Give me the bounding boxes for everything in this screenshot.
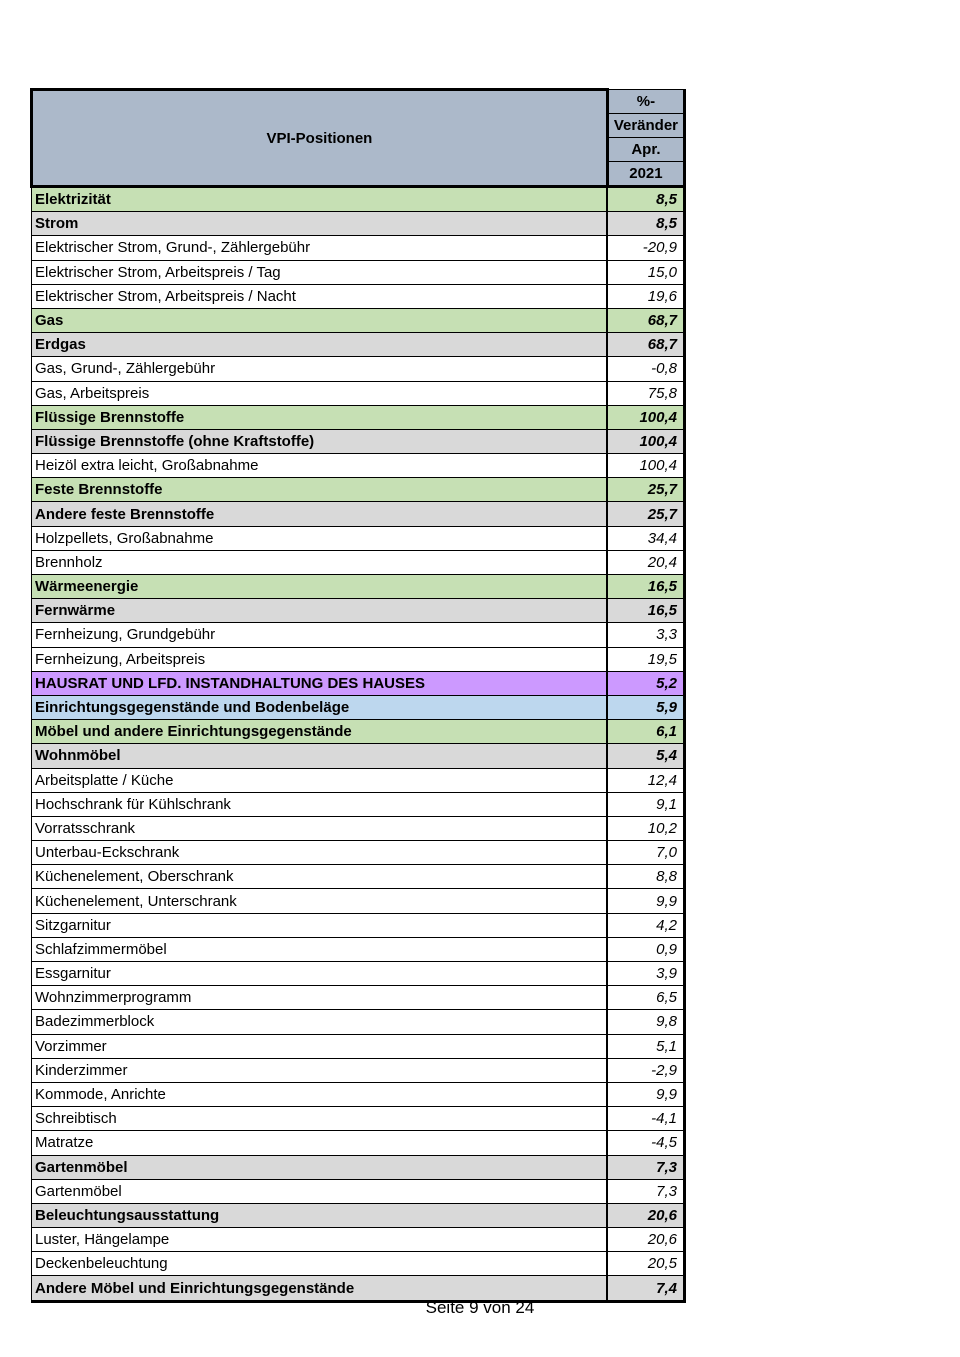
table-row	[32, 308, 685, 332]
row-value: -2,9	[607, 1058, 684, 1082]
header-col-year: 2021	[607, 162, 684, 187]
table-row	[32, 792, 685, 816]
row-label: Gas, Arbeitspreis	[32, 381, 608, 405]
row-value: 4,2	[607, 913, 684, 937]
row-value: 10,2	[607, 816, 684, 840]
row-label: Feste Brennstoffe	[32, 478, 608, 502]
row-label: Beleuchtungsausstattung	[32, 1203, 608, 1227]
row-label: Fernheizung, Arbeitspreis	[32, 647, 608, 671]
table-row	[32, 1228, 685, 1252]
row-label: Heizöl extra leicht, Großabnahme	[32, 454, 608, 478]
row-value: 20,6	[607, 1203, 684, 1227]
table-row	[32, 550, 685, 574]
row-label: Gartenmöbel	[32, 1155, 608, 1179]
table-row	[32, 284, 685, 308]
table-row	[32, 1131, 685, 1155]
row-label: Vorratsschrank	[32, 816, 608, 840]
row-value: -4,1	[607, 1107, 684, 1131]
table-row	[32, 695, 685, 719]
table-row	[32, 236, 685, 260]
row-value: 3,3	[607, 623, 684, 647]
row-value: 7,3	[607, 1155, 684, 1179]
table-row	[32, 381, 685, 405]
row-label: Gas	[32, 308, 608, 332]
row-label: Kinderzimmer	[32, 1058, 608, 1082]
row-value: 5,4	[607, 744, 684, 768]
row-value: 20,4	[607, 550, 684, 574]
table-row	[32, 1058, 685, 1082]
row-value: -4,5	[607, 1131, 684, 1155]
row-label: Wohnzimmerprogramm	[32, 986, 608, 1010]
row-label: Elektrischer Strom, Grund-, Zählergebühr	[32, 236, 608, 260]
row-value: 16,5	[607, 599, 684, 623]
table-row	[32, 768, 685, 792]
row-label: Holzpellets, Großabnahme	[32, 526, 608, 550]
table-row	[32, 212, 685, 236]
row-label: Kommode, Anrichte	[32, 1082, 608, 1106]
row-label: Gartenmöbel	[32, 1179, 608, 1203]
header-title: VPI-Positionen	[32, 90, 608, 187]
row-value: 6,1	[607, 720, 684, 744]
table-row	[32, 865, 685, 889]
vpi-table	[30, 88, 686, 1303]
table-row	[32, 502, 685, 526]
row-label: Arbeitsplatte / Küche	[32, 768, 608, 792]
row-value: 100,4	[607, 454, 684, 478]
row-value: 9,8	[607, 1010, 684, 1034]
row-label: Elektrizität	[32, 187, 608, 212]
row-label: Elektrischer Strom, Arbeitspreis / Tag	[32, 260, 608, 284]
row-value: 12,4	[607, 768, 684, 792]
table-row	[32, 671, 685, 695]
row-label: Fernwärme	[32, 599, 608, 623]
row-label: Vorzimmer	[32, 1034, 608, 1058]
row-label: Flüssige Brennstoffe	[32, 405, 608, 429]
row-value: 100,4	[607, 429, 684, 453]
row-value: 8,5	[607, 212, 684, 236]
row-label: Erdgas	[32, 333, 608, 357]
row-value: 5,2	[607, 671, 684, 695]
row-value: 68,7	[607, 333, 684, 357]
table-row	[32, 1082, 685, 1106]
row-value: -0,8	[607, 357, 684, 381]
row-label: Gas, Grund-, Zählergebühr	[32, 357, 608, 381]
table-row	[32, 599, 685, 623]
row-label: Unterbau-Eckschrank	[32, 841, 608, 865]
row-value: 20,5	[607, 1252, 684, 1276]
row-value: -20,9	[607, 236, 684, 260]
row-value: 25,7	[607, 502, 684, 526]
row-label: Fernheizung, Grundgebühr	[32, 623, 608, 647]
row-value: 20,6	[607, 1228, 684, 1252]
header-col-month: Apr.	[607, 138, 684, 162]
row-label: Hochschrank für Kühlschrank	[32, 792, 608, 816]
row-label: Andere Möbel und Einrichtungsgegenstände	[32, 1276, 608, 1301]
table-row	[32, 1179, 685, 1203]
row-value: 8,5	[607, 187, 684, 212]
row-value: 68,7	[607, 308, 684, 332]
table-row	[32, 187, 685, 212]
row-label: Matratze	[32, 1131, 608, 1155]
row-label: Flüssige Brennstoffe (ohne Kraftstoffe)	[32, 429, 608, 453]
row-label: Strom	[32, 212, 608, 236]
row-label: Möbel und andere Einrichtungsgegenstände	[32, 720, 608, 744]
row-value: 16,5	[607, 575, 684, 599]
row-value: 6,5	[607, 986, 684, 1010]
page-number: Seite 9 von 24	[425, 1298, 535, 1317]
row-label: Küchenelement, Unterschrank	[32, 889, 608, 913]
row-value: 5,1	[607, 1034, 684, 1058]
row-label: Essgarnitur	[32, 962, 608, 986]
row-value: 5,9	[607, 695, 684, 719]
table-row	[32, 1252, 685, 1276]
table-row	[32, 623, 685, 647]
row-value: 9,9	[607, 889, 684, 913]
row-value: 7,0	[607, 841, 684, 865]
row-value: 8,8	[607, 865, 684, 889]
table-row	[32, 913, 685, 937]
table-row	[32, 962, 685, 986]
table-row	[32, 1107, 685, 1131]
row-value: 19,6	[607, 284, 684, 308]
row-label: Sitzgarnitur	[32, 913, 608, 937]
row-value: 9,1	[607, 792, 684, 816]
row-value: 3,9	[607, 962, 684, 986]
row-value: 25,7	[607, 478, 684, 502]
row-value: 7,4	[607, 1276, 684, 1301]
table-row	[32, 841, 685, 865]
table-row	[32, 720, 685, 744]
row-label: Schlafzimmermöbel	[32, 937, 608, 961]
row-label: Brennholz	[32, 550, 608, 574]
row-value: 75,8	[607, 381, 684, 405]
table-row	[32, 1203, 685, 1227]
table-row	[32, 986, 685, 1010]
row-label: HAUSRAT UND LFD. INSTANDHALTUNG DES HAUSES	[32, 671, 608, 695]
row-label: Luster, Hängelampe	[32, 1228, 608, 1252]
row-value: 15,0	[607, 260, 684, 284]
table-body	[32, 187, 685, 1302]
header-col-line2: Veränder	[607, 114, 684, 138]
table-row	[32, 1010, 685, 1034]
table-header	[32, 90, 685, 187]
header-col-line1: %-	[607, 90, 684, 114]
table-row	[32, 260, 685, 284]
row-label: Andere feste Brennstoffe	[32, 502, 608, 526]
row-value: 9,9	[607, 1082, 684, 1106]
table-row	[32, 526, 685, 550]
row-label: Elektrischer Strom, Arbeitspreis / Nacht	[32, 284, 608, 308]
table-row	[32, 816, 685, 840]
table-row	[32, 357, 685, 381]
table-row	[32, 1155, 685, 1179]
row-value: 19,5	[607, 647, 684, 671]
table-row	[32, 429, 685, 453]
row-label: Einrichtungsgegenstände und Bodenbeläge	[32, 695, 608, 719]
row-value: 7,3	[607, 1179, 684, 1203]
table-row	[32, 937, 685, 961]
table-row	[32, 1034, 685, 1058]
row-value: 0,9	[607, 937, 684, 961]
table-row	[32, 454, 685, 478]
table-row	[32, 744, 685, 768]
row-label: Wärmeenergie	[32, 575, 608, 599]
table-row	[32, 478, 685, 502]
table-row	[32, 575, 685, 599]
row-value: 100,4	[607, 405, 684, 429]
table-row	[32, 889, 685, 913]
row-label: Schreibtisch	[32, 1107, 608, 1131]
row-label: Wohnmöbel	[32, 744, 608, 768]
table-row	[32, 333, 685, 357]
row-value: 34,4	[607, 526, 684, 550]
row-label: Küchenelement, Oberschrank	[32, 865, 608, 889]
row-label: Badezimmerblock	[32, 1010, 608, 1034]
table-row	[32, 405, 685, 429]
table-row	[32, 647, 685, 671]
row-label: Deckenbeleuchtung	[32, 1252, 608, 1276]
